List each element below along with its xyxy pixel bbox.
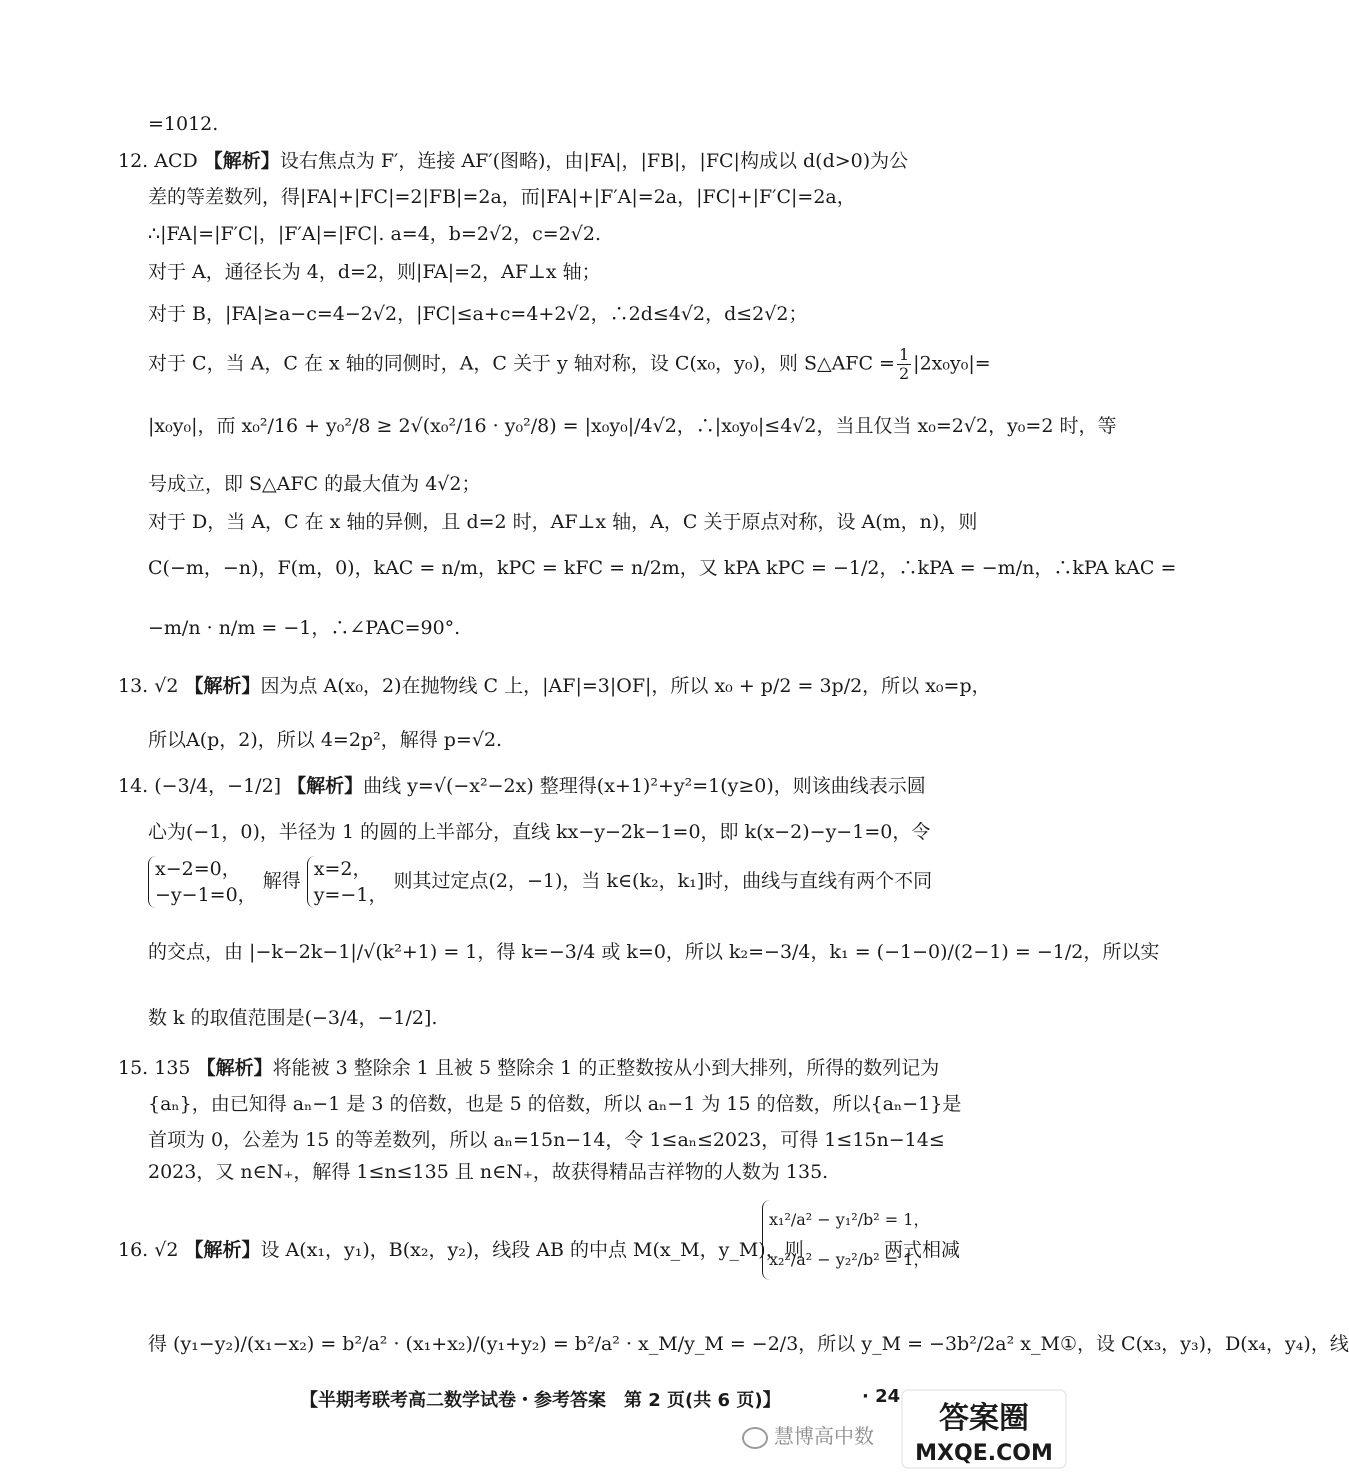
analysis-tag: 【解析】	[196, 1057, 273, 1079]
text-line: 所以A(p，2)，所以 4=2p²，解得 p=√2.	[148, 729, 503, 751]
answer-15-line-1	[118, 1054, 940, 1082]
wechat-account-name: 慧博高中数	[774, 1424, 874, 1448]
question-number: 15. 135	[118, 1057, 197, 1079]
text-span: 将能被 3 整除余 1 且被 5 整除余 1 的正整数按从小到大排列，所得的数列记为	[272, 1057, 940, 1079]
text-line: 对于 D，当 A，C 在 x 轴的异侧，且 d=2 时，AF⊥x 轴，A，C 关于原点对称，设 A(m，n)，则	[148, 511, 978, 533]
equation: x−2=0，	[155, 858, 241, 880]
text-span: 对于 C，当 A，C 在 x 轴的同侧时，A，C 关于 y 轴对称，设 C(x₀，y₀)，则 S△AFC =	[148, 352, 895, 375]
wechat-account	[742, 1420, 874, 1449]
analysis-tag: 【解析】	[287, 775, 364, 797]
text-span: 设右焦点为 F′，连接 AF′(图略)，由|FA|，|FB|，|FC|构成以 d(d>0)为公	[279, 150, 909, 172]
text-line: |x₀y₀|，而 x₀²/16 + y₀²/8 ≥ 2√(x₀²/16 · y₀²/8) = |x₀y₀|/4√2，∴|x₀y₀|≤4√2，当且仅当 x₀=2√2，y₀=2 时，等	[148, 415, 1117, 437]
analysis-tag: 【解析】	[184, 675, 261, 697]
text-line: C(−m，−n)，F(m，0)，kAC = n/m，kPC = kFC = n/2m，又 kPA kPC = −1/2，∴kPA = −m/n，∴kPA kAC =	[148, 557, 1177, 579]
text-line: 2023，又 n∈N₊，解得 1≤n≤135 且 n∈N₊，故获得精品吉祥物的人数为 135.	[148, 1161, 829, 1183]
equation-system	[307, 856, 388, 908]
fraction	[897, 346, 911, 383]
question-number: 13. √2	[118, 675, 185, 697]
answer-12-line-1	[118, 147, 940, 175]
analysis-tag: 【解析】	[184, 1239, 261, 1261]
question-number: 14. (−3/4，−1/2]	[118, 775, 288, 797]
answer-13-line-1	[118, 672, 991, 700]
text-span: 则其过定点(2，−1)，当 k∈(k₂，k₁]时，曲线与直线有两个不同	[393, 870, 933, 892]
numerator: 1	[898, 345, 910, 364]
text-line	[148, 345, 991, 383]
text-line: =1012.	[148, 113, 219, 135]
equation: x₂²/a² − y₂²/b² = 1，	[769, 1250, 930, 1269]
text-line: {aₙ}，由已知得 aₙ−1 是 3 的倍数，也是 5 的倍数，所以 aₙ−1 为 15 的倍数，所以{aₙ−1}是	[148, 1093, 962, 1115]
equation: x₁²/a² − y₁²/b² = 1，	[769, 1210, 930, 1229]
text-line: 首项为 0，公差为 15 的等差数列，所以 aₙ=15n−14，令 1≤aₙ≤2023，可得 1≤15n−14≤	[148, 1129, 945, 1151]
text-line: −m/n · n/m = −1，∴∠PAC=90°.	[148, 617, 461, 639]
text-line: 的交点，由 |−k−2k−1|/√(k²+1) = 1，得 k=−3/4 或 k=0，所以 k₂=−3/4，k₁ = (−1−0)/(2−1) = −1/2，所以实	[148, 941, 1160, 963]
equation: y=−1，	[313, 884, 388, 906]
text-span: 设 A(x₁，y₁)，B(x₂，y₂)，线段 AB 的中点 M(x_M，y_M)，则	[260, 1239, 804, 1261]
wechat-icon	[742, 1427, 768, 1449]
text-line: 两式相减	[884, 1239, 961, 1261]
question-number: 16. √2	[118, 1239, 185, 1261]
equation: x=2，	[313, 858, 372, 880]
denominator: 2	[898, 364, 910, 383]
page-footer: 【半期考联考高二数学试卷・参考答案 第 2 页(共 6 页)】	[300, 1390, 781, 1411]
watermark-site: MXQE.COM	[915, 1441, 1053, 1466]
text-span: |2x₀y₀|=	[913, 352, 991, 375]
equation-system	[148, 856, 257, 908]
text-line: 对于 A，通径长为 4，d=2，则|FA|=2，AF⊥x 轴；	[148, 261, 601, 283]
text-line: 心为(−1，0)，半径为 1 的圆的上半部分，直线 kx−y−2k−1=0，即 k(x−2)−y−1=0，令	[148, 821, 931, 843]
answer-14-line-1	[118, 772, 940, 800]
text-line: 差的等差数列，得|FA|+|FC|=2|FB|=2a，而|FA|+|F′A|=2a，|FC|+|F′C|=2a，	[148, 186, 856, 208]
text-span: 因为点 A(x₀，2)在抛物线 C 上，|AF|=3|OF|，所以 x₀ + p/2 = 3p/2，所以 x₀=p，	[260, 675, 991, 697]
text-line: 号成立，即 S△AFC 的最大值为 4√2；	[148, 473, 481, 495]
text-span: 曲线 y=√(−x²−2x) 整理得(x+1)²+y²=1(y≥0)，则该曲线表示圆	[363, 775, 926, 797]
watermark-logo	[900, 1388, 1068, 1470]
text-line: 对于 B，|FA|≥a−c=4−2√2，|FC|≤a+c=4+2√2，∴2d≤4√2，d≤2√2；	[148, 303, 808, 325]
question-number: 12. ACD	[118, 150, 204, 172]
text-line: 得 (y₁−y₂)/(x₁−x₂) = b²/a² · (x₁+x₂)/(y₁+y₂) = b²/a² · x_M/y_M = −2/3，所以 y_M = −3b²/2a² x_M①，设 C(x₃，y₃)，D(x₄，y₄)，线	[148, 1333, 1349, 1355]
text-line	[148, 856, 970, 908]
watermark-title: 答案圈	[939, 1401, 1029, 1436]
equation: −y−1=0，	[155, 884, 257, 906]
text-line: 数 k 的取值范围是(−3/4，−1/2].	[148, 1007, 438, 1029]
page-number: · 24	[862, 1386, 901, 1407]
analysis-tag: 【解析】	[203, 150, 280, 172]
text-line: ∴|FA|=|F′C|，|F′A|=|FC|. a=4，b=2√2，c=2√2.	[148, 223, 602, 245]
text-span: 解得	[262, 870, 301, 892]
